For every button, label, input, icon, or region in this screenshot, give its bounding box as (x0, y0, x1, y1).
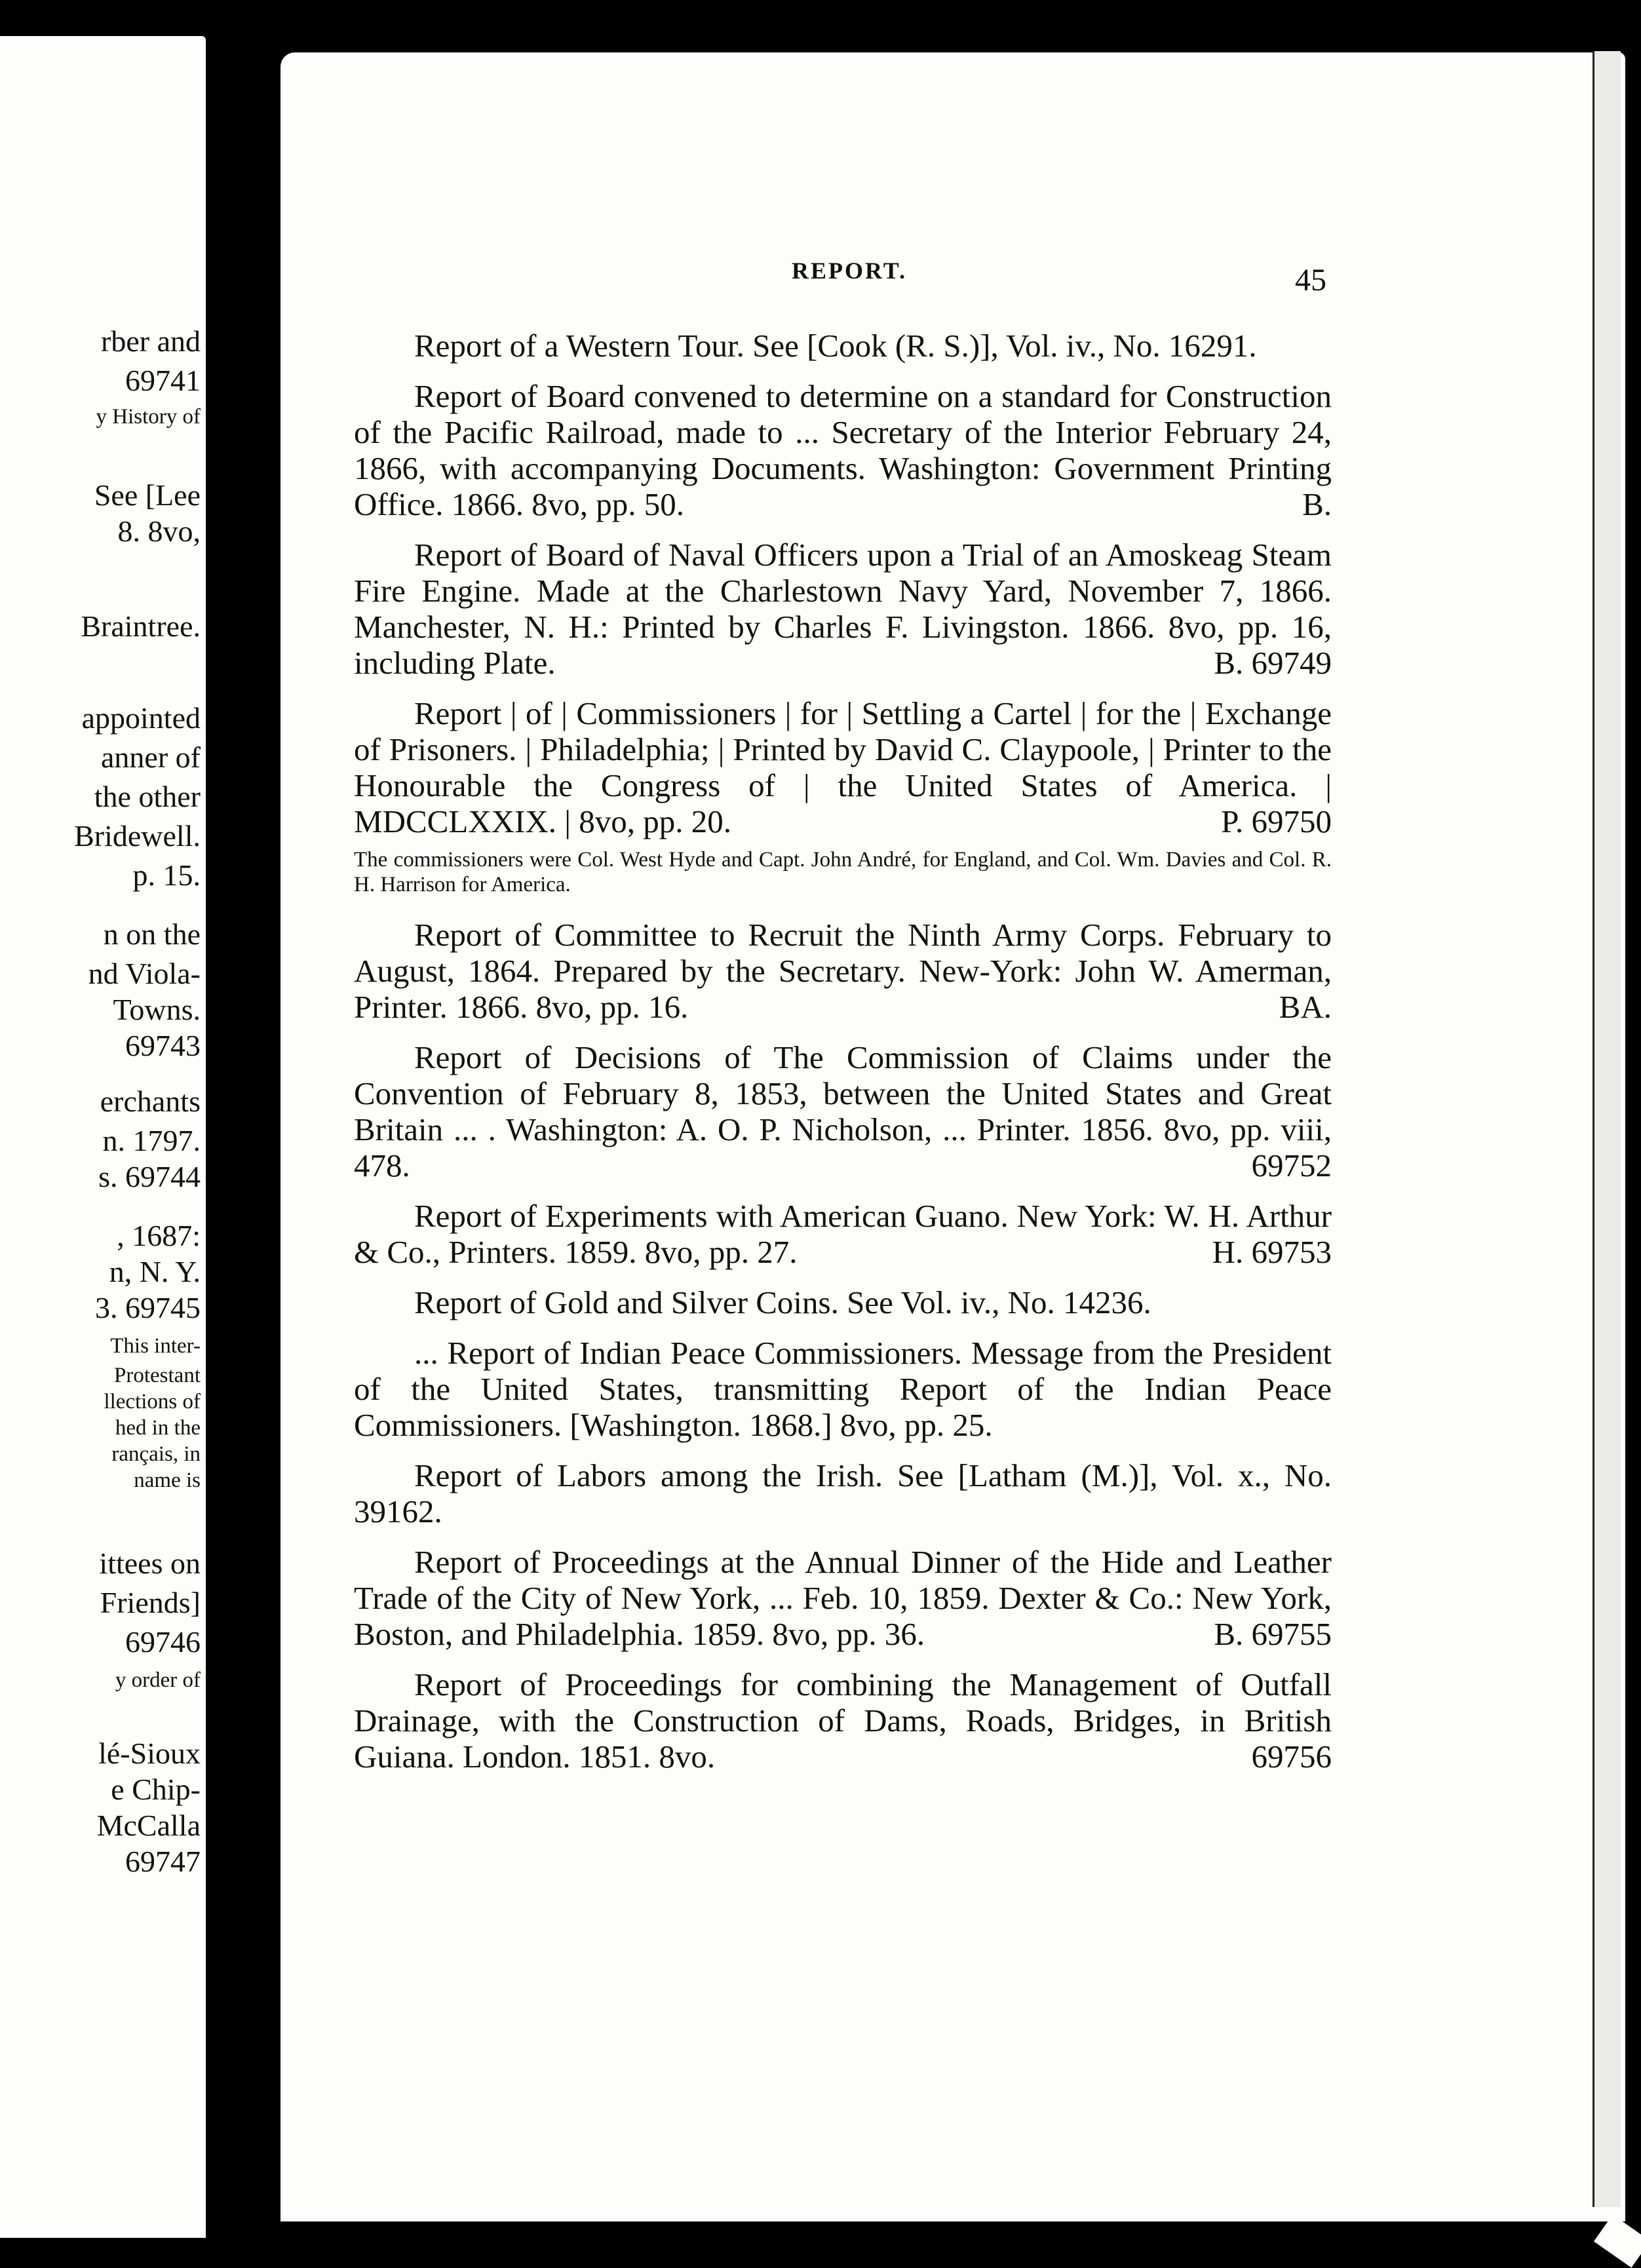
facing-page-line: anner of (101, 740, 201, 774)
bibliography-entry (354, 537, 1332, 681)
facing-page-line: Protestant (114, 1364, 201, 1387)
entry-text: Report of Board convened to determine on a standard for Construction of the Pacific Railroad, made to ... Secretary of the Interior February 24, 1866, with accompanying Documents. Washington: Government Printing Office. 1866. 8vo, pp. 50. (354, 378, 1332, 522)
bibliography-entry (354, 1457, 1332, 1529)
facing-page-line: appointed (81, 701, 201, 735)
facing-page-line: Towns. (113, 993, 201, 1026)
running-head: REPORT. (792, 258, 908, 284)
bibliography-entry (354, 1284, 1332, 1320)
entry-text: Report of Decisions of The Commission of Claims under the Convention of February 8, 1853, between the United States and Great Britain ... . Washington: A. O. P. Nicholson, ... Printer. 1856. 8vo, pp. viii, 478. (354, 1039, 1332, 1183)
bibliography-entry (354, 378, 1332, 522)
facing-page-line: s. 69744 (98, 1160, 201, 1193)
facing-page-line: nd Viola- (88, 957, 201, 990)
entry-reference-number: B. 69749 (1214, 645, 1332, 681)
bibliography-entry (354, 328, 1332, 364)
entry-text: Report of Proceedings at the Annual Dinner of the Hide and Leather Trade of the City of New York, ... Feb. 10, 1859. Dexter & Co.: New York, Boston, and Philadelphia. 1859. 8vo, pp. 36. (354, 1544, 1332, 1652)
facing-page-line: lé-Sioux (98, 1737, 201, 1770)
facing-page-line: ittees on (99, 1547, 201, 1580)
entry-reference-number: BA. (1279, 989, 1332, 1025)
entry-text: Report of Gold and Silver Coins. See Vol. iv., No. 14236. (414, 1284, 1151, 1320)
facing-page-line: , 1687: (117, 1219, 201, 1252)
bibliography-entry (354, 1198, 1332, 1270)
entry-text: Report of a Western Tour. See [Cook (R. S.)], Vol. iv., No. 16291. (414, 328, 1257, 364)
entry-text: Report | of | Commissioners | for | Settling a Cartel | for the | Exchange of Prisoners. | Philadelphia; | Printed by David C. Claypoole, | Printer to the Honourable the Congress of | the United States of America. | MDCCLXXIX. | 8vo, pp. 20. (354, 695, 1332, 839)
facing-page-line: hed in the (115, 1416, 201, 1440)
facing-page-line: n. 1797. (102, 1124, 201, 1157)
entry-note: The commissioners were Col. West Hyde and Capt. John André, for England, and Col. Wm. Davies and Col. R. H. Harrison for America. (354, 848, 1332, 896)
entry-reference-number: H. 69753 (1212, 1234, 1332, 1270)
facing-page-line: rber and (101, 324, 201, 358)
bibliography-entry (354, 917, 1332, 1025)
facing-page-line: Friends] (100, 1586, 201, 1619)
entry-text: Report of Committee to Recruit the Ninth Army Corps. February to August, 1864. Prepared by the Secretary. New-York: John W. Amerman, Printer. 1866. 8vo, pp. 16. (354, 917, 1332, 1025)
entry-list (354, 328, 1332, 1789)
entry-reference-number: 69752 (1251, 1147, 1332, 1183)
bibliography-entry (354, 1666, 1332, 1775)
facing-page-line: y order of (115, 1668, 201, 1692)
facing-page-line: See [Lee (94, 478, 201, 512)
facing-page-line: erchants (100, 1085, 201, 1118)
facing-page (0, 36, 206, 2238)
bibliography-entry (354, 1544, 1332, 1652)
entry-text: ... Report of Indian Peace Commissioners. Message from the President of the United States, transmitting Report of the Indian Peace Commissioners. [Washington. 1868.] 8vo, pp. 25. (354, 1335, 1332, 1443)
facing-page-line: 8. 8vo, (117, 514, 201, 548)
facing-page-line: p. 15. (132, 858, 201, 892)
bibliography-entry (354, 695, 1332, 839)
facing-page-line: name is (134, 1469, 201, 1492)
entry-text: Report of Experiments with American Guano. New York: W. H. Arthur & Co., Printers. 1859. 8vo, pp. 27. (354, 1198, 1332, 1270)
facing-page-line: n, N. Y. (109, 1255, 201, 1288)
entry-reference-number: P. 69750 (1221, 803, 1332, 839)
entry-reference-number: B. (1302, 486, 1332, 522)
facing-page-line: 3. 69745 (95, 1291, 201, 1324)
facing-page-line: 69741 (125, 364, 201, 397)
entry-reference-number: 69756 (1251, 1739, 1332, 1775)
page-corner (1594, 2214, 1641, 2267)
entry-text: Report of Board of Naval Officers upon a Trial of an Amoskeag Steam Fire Engine. Made at the Charlestown Navy Yard, November 7, 1866. Manchester, N. H.: Printed by Charles F. Livingston. 1866. 8vo, pp. 16, including Plate. (354, 537, 1332, 681)
facing-page-line: llections of (104, 1390, 201, 1413)
facing-page-line: 69746 (125, 1625, 201, 1659)
facing-page-line: 69747 (125, 1845, 201, 1878)
facing-page-line: Bridewell. (74, 819, 201, 853)
facing-page-line: n on the (103, 917, 201, 951)
facing-page-line: e Chip- (111, 1773, 201, 1806)
facing-page-line: Braintree. (81, 609, 201, 643)
bibliography-entry (354, 1335, 1332, 1443)
bibliography-entry (354, 1039, 1332, 1183)
facing-page-line: 69743 (125, 1029, 201, 1062)
facing-page-line: McCalla (96, 1809, 201, 1842)
facing-page-line: y History of (96, 405, 201, 429)
facing-page-line: This inter- (110, 1334, 201, 1358)
facing-page-line: rançais, in (111, 1442, 201, 1466)
entry-reference-number: B. 69755 (1214, 1616, 1332, 1652)
facing-page-line: the other (94, 780, 201, 813)
page-edge (1593, 51, 1621, 2207)
entry-text: Report of Labors among the Irish. See [Latham (M.)], Vol. x., No. 39162. (354, 1457, 1332, 1529)
entry-text: Report of Proceedings for combining the Management of Outfall Drainage, with the Construction of Dams, Roads, Bridges, in British Guiana. London. 1851. 8vo. (354, 1666, 1332, 1775)
page-number: 45 (1295, 263, 1326, 298)
